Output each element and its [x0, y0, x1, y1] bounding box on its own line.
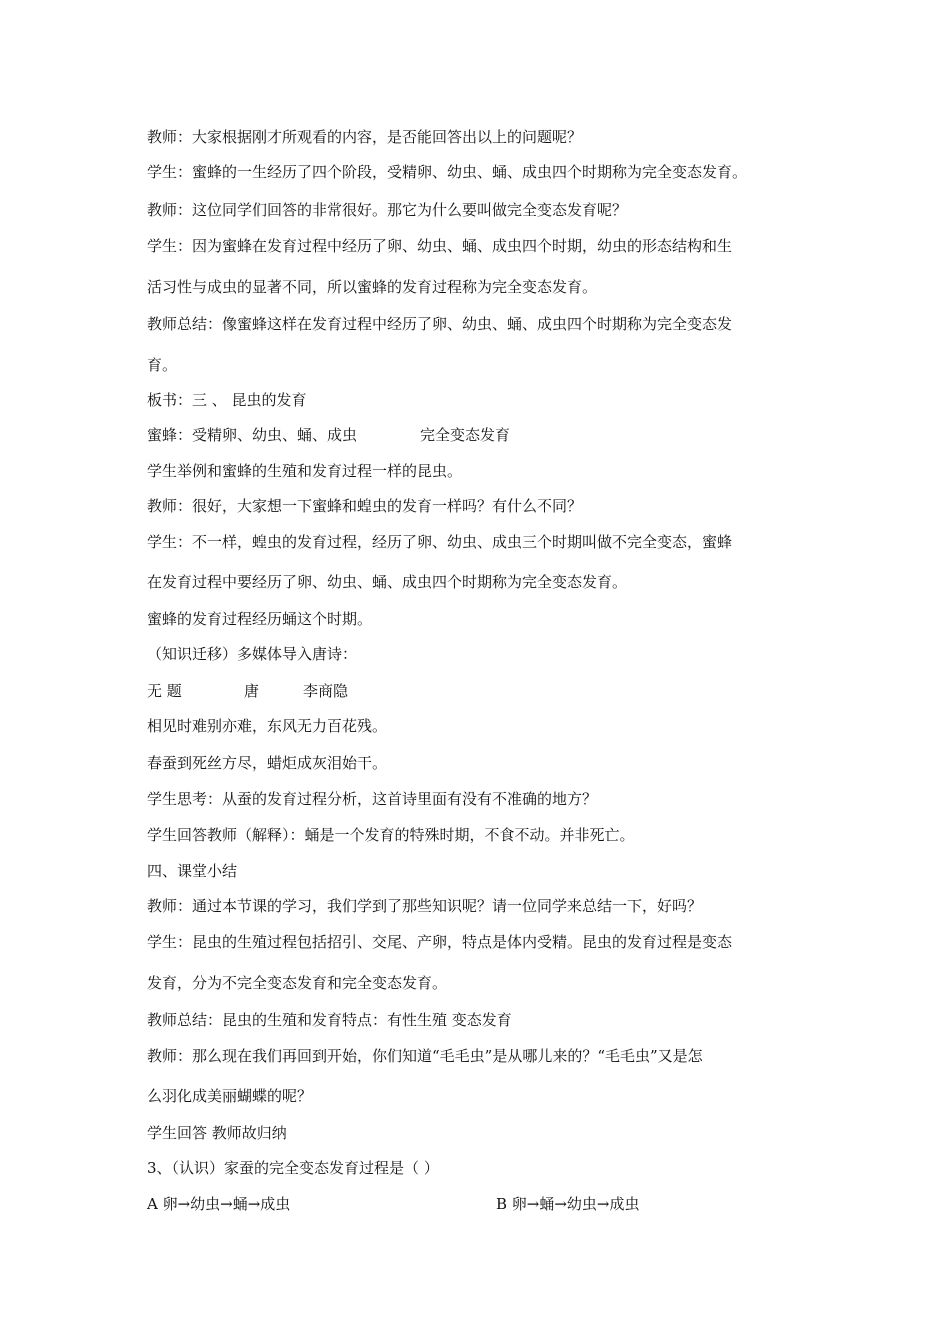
text-line: 教师总结：昆虫的生殖和发育特点：有性生殖 变态发育: [147, 1011, 512, 1029]
poem-line: 春蚕到死丝方尽，蜡炬成灰泪始干。: [147, 754, 388, 772]
poem-dynasty: 唐: [244, 682, 260, 700]
text-line: 学生回答 教师故归纳: [147, 1124, 287, 1142]
text-line: 学生：蜜蜂的一生经历了四个阶段，受精卵、幼虫、蛹、成虫四个时期称为完全变态发育。: [147, 163, 748, 181]
text-line: 育。: [147, 356, 178, 374]
text-line: 学生思考：从蚕的发育过程分析，这首诗里面有没有不准确的地方？: [147, 790, 598, 808]
text-line: 蜜蜂的发育过程经历蛹这个时期。: [147, 610, 373, 628]
text-line: 蜜蜂：受精卵、幼虫、蛹、成虫: [147, 426, 358, 444]
text-line: 么羽化成美丽蝴蝶的呢？: [147, 1087, 313, 1105]
text-line: 教师：通过本节课的学习，我们学到了那些知识呢？请一位同学来总结一下，好吗？: [147, 897, 703, 915]
text-line: 教师：大家根据刚才所观看的内容，是否能回答出以上的问题呢？: [147, 128, 583, 146]
text-line: （知识迁移）多媒体导入唐诗：: [147, 645, 358, 663]
text-line: 学生：因为蜜蜂在发育过程中经历了卵、幼虫、蛹、成虫四个时期，幼虫的形态结构和生: [147, 237, 733, 255]
poem-line: 相见时难别亦难，东风无力百花残。: [147, 717, 388, 735]
text-line: 学生回答教师（解释）：蛹是一个发育的特殊时期，不食不动。并非死亡。: [147, 826, 635, 844]
text-line: 教师：那么现在我们再回到开始，你们知道“毛毛虫”是从哪儿来的？“毛毛虫”又是怎: [147, 1047, 703, 1065]
text-line: 发育，分为不完全变态发育和完全变态发育。: [147, 974, 448, 992]
text-line: 教师：这位同学们回答的非常很好。那它为什么要叫做完全变态发育呢？: [147, 201, 628, 219]
text-line: 板书：三 、 昆虫的发育: [147, 391, 307, 409]
text-line: 教师总结：像蜜蜂这样在发育过程中经历了卵、幼虫、蛹、成虫四个时期称为完全变态发: [147, 315, 733, 333]
poem-author: 李商隐: [303, 682, 349, 700]
text-line: 学生：不一样，蝗虫的发育过程，经历了卵、幼虫、成虫三个时期叫做不完全变态，蜜蜂: [147, 533, 733, 551]
text-line: 活习性与成虫的显著不同，所以蜜蜂的发育过程称为完全变态发育。: [147, 278, 598, 296]
text-line: 教师：很好，大家想一下蜜蜂和蝗虫的发育一样吗？有什么不同？: [147, 497, 583, 515]
bee-development-type: 完全变态发育: [420, 426, 511, 444]
section-heading: 四、课堂小结: [147, 862, 238, 880]
question: 3、（认识）家蚕的完全变态发育过程是（ ）: [147, 1159, 439, 1177]
text-line: 学生：昆虫的生殖过程包括招引、交尾、产卵，特点是体内受精。昆虫的发育过程是变态: [147, 933, 733, 951]
text-line: 学生举例和蜜蜂的生殖和发育过程一样的昆虫。: [147, 462, 463, 480]
poem-title: 无 题: [147, 682, 182, 700]
option-a: A 卵→幼虫→蛹→成虫: [147, 1195, 291, 1213]
option-b: B 卵→蛹→幼虫→成虫: [496, 1195, 640, 1213]
text-line: 在发育过程中要经历了卵、幼虫、蛹、成虫四个时期称为完全变态发育。: [147, 573, 628, 591]
